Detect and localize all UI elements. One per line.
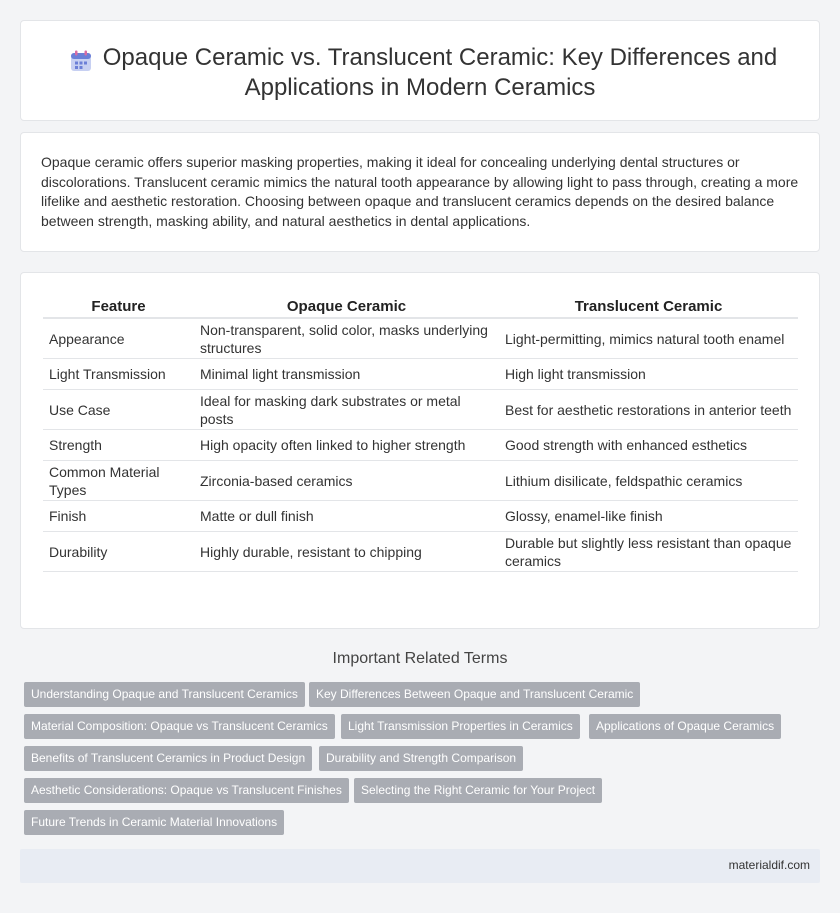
header-opaque: Opaque Ceramic <box>194 295 499 319</box>
table-row <box>43 319 798 359</box>
cell-opaque: Minimal light transmission <box>194 359 499 390</box>
comparison-table-card <box>20 272 820 629</box>
cell-feature: Light Transmission <box>43 359 194 390</box>
cell-feature: Strength <box>43 430 194 461</box>
cell-translucent: Best for aesthetic restorations in anterior teeth <box>499 390 798 430</box>
cell-opaque: Matte or dull finish <box>194 501 499 532</box>
cell-translucent: Good strength with enhanced esthetics <box>499 430 798 461</box>
cell-translucent: Lithium disilicate, feldspathic ceramics <box>499 461 798 501</box>
term-tag[interactable]: Applications of Opaque Ceramics <box>589 714 781 739</box>
table-row <box>43 461 798 501</box>
page-title-line-2: Applications in Modern Ceramics <box>244 74 596 101</box>
cell-opaque: High opacity often linked to higher strength <box>194 430 499 461</box>
table-row <box>43 501 798 532</box>
table-row <box>43 532 798 572</box>
cell-feature: Use Case <box>43 390 194 430</box>
related-terms-title: Important Related Terms <box>332 650 508 667</box>
term-tag[interactable]: Future Trends in Ceramic Material Innovations <box>24 810 284 835</box>
cell-translucent: Glossy, enamel-like finish <box>499 501 798 532</box>
term-tag[interactable]: Selecting the Right Ceramic for Your Project <box>354 778 602 803</box>
page-title-line-1: Opaque Ceramic vs. Translucent Ceramic: Key Differences and <box>102 44 778 71</box>
cell-feature: Durability <box>43 532 194 572</box>
table-header-row <box>43 295 798 319</box>
term-tag[interactable]: Aesthetic Considerations: Opaque vs Translucent Finishes <box>24 778 349 803</box>
table-row <box>43 430 798 461</box>
cell-translucent: Light-permitting, mimics natural tooth enamel <box>499 319 798 359</box>
cell-translucent: Durable but slightly less resistant than opaque ceramics <box>499 532 798 572</box>
term-tag[interactable]: Material Composition: Opaque vs Translucent Ceramics <box>24 714 335 739</box>
cell-opaque: Non-transparent, solid color, masks underlying structures <box>194 319 499 359</box>
cell-opaque: Zirconia-based ceramics <box>194 461 499 501</box>
footer-site[interactable]: materialdif.com <box>728 858 810 872</box>
cell-feature: Common Material Types <box>43 461 194 501</box>
term-tag[interactable]: Understanding Opaque and Translucent Ceramics <box>24 682 305 707</box>
cell-opaque: Ideal for masking dark substrates or metal posts <box>194 390 499 430</box>
term-tag[interactable]: Durability and Strength Comparison <box>319 746 523 771</box>
header-translucent: Translucent Ceramic <box>499 295 798 319</box>
cell-translucent: High light transmission <box>499 359 798 390</box>
intro-card <box>20 132 820 252</box>
page-title <box>21 43 819 103</box>
comparison-table <box>43 295 798 572</box>
cell-feature: Finish <box>43 501 194 532</box>
table-row <box>43 390 798 430</box>
cell-opaque: Highly durable, resistant to chipping <box>194 532 499 572</box>
term-tag[interactable]: Light Transmission Properties in Ceramics <box>341 714 580 739</box>
term-tag[interactable]: Key Differences Between Opaque and Translucent Ceramic <box>309 682 640 707</box>
cell-feature: Appearance <box>43 319 194 359</box>
footer <box>20 849 820 883</box>
header-card <box>20 20 820 121</box>
term-tag[interactable]: Benefits of Translucent Ceramics in Product Design <box>24 746 312 771</box>
header-feature: Feature <box>43 295 194 319</box>
intro-paragraph: Opaque ceramic offers superior masking properties, making it ideal for concealing underlying dental structures or discolorations. Translucent ceramic mimics the natural tooth appearance by allowing light to pass through, creating a more lifelike and aesthetic restoration. Choosing between opaque and translucent ceramics depends on the desired balance between strength, masking ability, and natural aesthetics in dental applications. <box>41 154 799 229</box>
table-row <box>43 359 798 390</box>
